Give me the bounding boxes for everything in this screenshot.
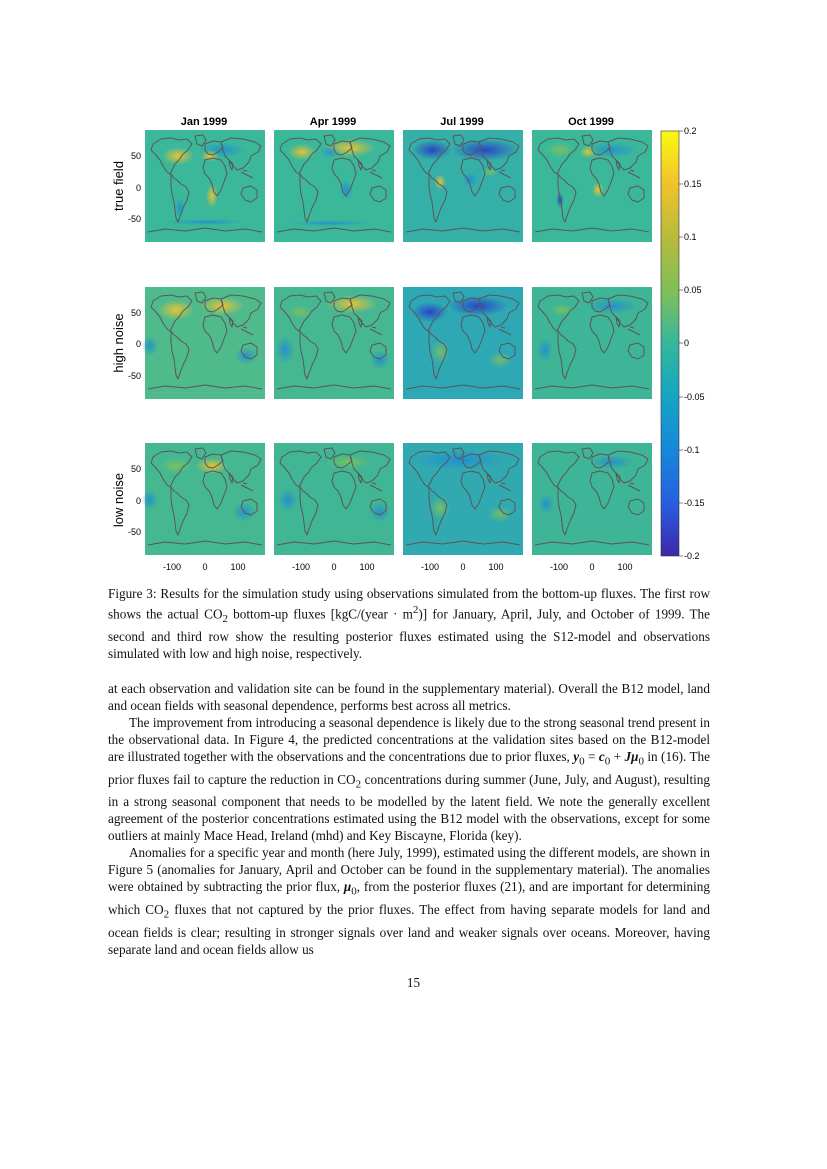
paragraph-text: The improvement from introducing a seasonal dependence is likely due to the strong seasonal trend present in the observational data. In Figure 4, the predicted concentrations at the validation sites based on the B12-model are illustrated together with the observations and the concentrations due to prior fluxes,	[108, 715, 710, 764]
map-high-jan	[142, 287, 265, 399]
x-tick: 0	[202, 562, 208, 572]
caption-text: Results for the simulation study using observations simulated from the bottom-up fluxes. The first row shows the actual CO	[108, 586, 710, 622]
x-tick: 100	[230, 562, 246, 572]
y-axis-ticks-row2	[128, 308, 141, 381]
figure-3	[0, 0, 827, 580]
col-title-apr: Apr 1999	[309, 116, 357, 128]
caption-text: )] for January, April, July, and October of 1999. The second and third row show the resulting posterior fluxes estimated using the S12-model and observations simulated with low and high noise, respectively.	[108, 606, 711, 662]
x-tick: 0	[460, 562, 466, 572]
paragraph	[108, 844, 710, 957]
x-tick: 0	[589, 562, 595, 572]
paragraph-text: concentrations during summer (June, July, and August), resulting in a strong seasonal component that needs to be modelled by the latent field. We note the generally excellent agreement of the posterior concentrations estimated using the B12 model with the observations, except for some outliers at mainly Mace Head, Ireland (mhd) and Key Biscayne, Florida (key).	[108, 771, 710, 844]
x-tick: -100	[291, 562, 311, 572]
colorbar-tick: 0.05	[684, 285, 702, 295]
row-label-low-noise: low noise	[111, 472, 126, 528]
x-tick: -100	[549, 562, 569, 572]
math-sub: 0	[579, 755, 585, 768]
math-c: c	[598, 749, 605, 764]
math-op: =	[584, 749, 599, 764]
y-tick: -50	[127, 527, 141, 537]
colorbar-tick: 0	[684, 338, 690, 348]
map-low-jul	[403, 443, 523, 555]
x-tick: 100	[488, 562, 504, 572]
paragraph	[108, 714, 710, 844]
colorbar-tick: -0.15	[684, 498, 705, 508]
x-tick: -100	[420, 562, 440, 572]
colorbar-tick: 0.15	[684, 179, 702, 189]
map-low-jan	[142, 443, 265, 555]
colorbar-scale	[661, 131, 679, 556]
figure-caption	[108, 585, 710, 662]
y-tick: -50	[127, 214, 141, 224]
x-axis-ticks	[163, 562, 633, 572]
x-tick: -100	[162, 562, 182, 572]
y-tick: 0	[135, 339, 141, 349]
col-title-oct: Oct 1999	[568, 116, 614, 128]
map-high-oct	[532, 287, 652, 399]
caption-label: Figure 3:	[108, 586, 157, 601]
body-text	[108, 680, 710, 958]
y-tick: 50	[130, 464, 141, 474]
math-y: y	[573, 749, 580, 764]
colorbar-tick: 0.1	[684, 232, 697, 242]
y-axis-ticks-row3	[128, 464, 141, 537]
colorbar-tick: -0.2	[684, 551, 700, 561]
page-number: 15	[406, 975, 421, 990]
math-mu: μ	[631, 749, 639, 764]
x-tick: 100	[617, 562, 633, 572]
math-sub: 0	[604, 755, 611, 768]
caption-text: bottom-up fluxes [kgC/(year · m	[227, 606, 413, 622]
colorbar-tick: 0.2	[684, 126, 697, 136]
col-title-jul: Jul 1999	[440, 116, 484, 128]
map-true-oct	[532, 130, 652, 242]
map-high-jul	[403, 287, 523, 399]
x-tick: 100	[359, 562, 375, 572]
paragraph-text: , from the posterior fluxes (21), and are important for determining which CO	[108, 879, 710, 917]
math-sub: 0	[351, 885, 357, 898]
text-subscript: 2	[355, 778, 362, 791]
y-tick: -50	[127, 371, 141, 381]
caption-subscript: 2	[222, 613, 228, 626]
x-tick: 0	[331, 562, 337, 572]
map-true-jul	[403, 130, 523, 242]
math-mu: μ	[343, 879, 352, 895]
y-tick: 0	[135, 496, 141, 506]
paragraph: at each observation and validation site can be found in the supplementary material). Overall the B12 model, land and ocean fields with seasonal dependence, performs best across all metrics.	[108, 681, 710, 713]
math-J: J	[624, 749, 632, 764]
map-true-jan	[145, 130, 265, 242]
paragraph-text: fluxes that not captured by the prior fluxes. The effect from having separate models for land and ocean fields is clear; resulting in stronger signals over land and weaker signals over oceans. Moreover, having separate land and ocean fields allow us	[108, 901, 710, 957]
text-subscript: 2	[163, 908, 170, 921]
colorbar-tick: -0.1	[684, 445, 700, 455]
map-low-oct	[532, 443, 652, 555]
math-op: +	[610, 749, 625, 764]
y-axis-ticks-row1	[128, 151, 141, 224]
y-tick: 50	[130, 151, 141, 161]
col-title-jan: Jan 1999	[180, 116, 228, 128]
math-sub: 0	[638, 755, 644, 768]
row-label-true-field: true field	[111, 161, 126, 211]
map-high-apr	[274, 287, 394, 399]
y-tick: 50	[130, 308, 141, 318]
map-low-apr	[274, 443, 394, 555]
y-tick: 0	[135, 183, 141, 193]
map-true-apr	[274, 130, 394, 242]
colorbar-tick: -0.05	[684, 392, 705, 402]
paragraph-text: in (16). The prior fluxes fail to capture the reduction in CO	[108, 749, 711, 787]
caption-superscript: 2	[412, 604, 419, 616]
paragraph-text: Anomalies for a specific year and month (here July, 1999), estimated using the different models, are shown in Figure 5 (anomalies for January, April and October can be found in the supplementary material). The anomalies were obtained by subtracting the prior flux,	[108, 845, 710, 895]
colorbar	[661, 126, 705, 561]
row-label-high-noise: high noise	[111, 313, 126, 373]
